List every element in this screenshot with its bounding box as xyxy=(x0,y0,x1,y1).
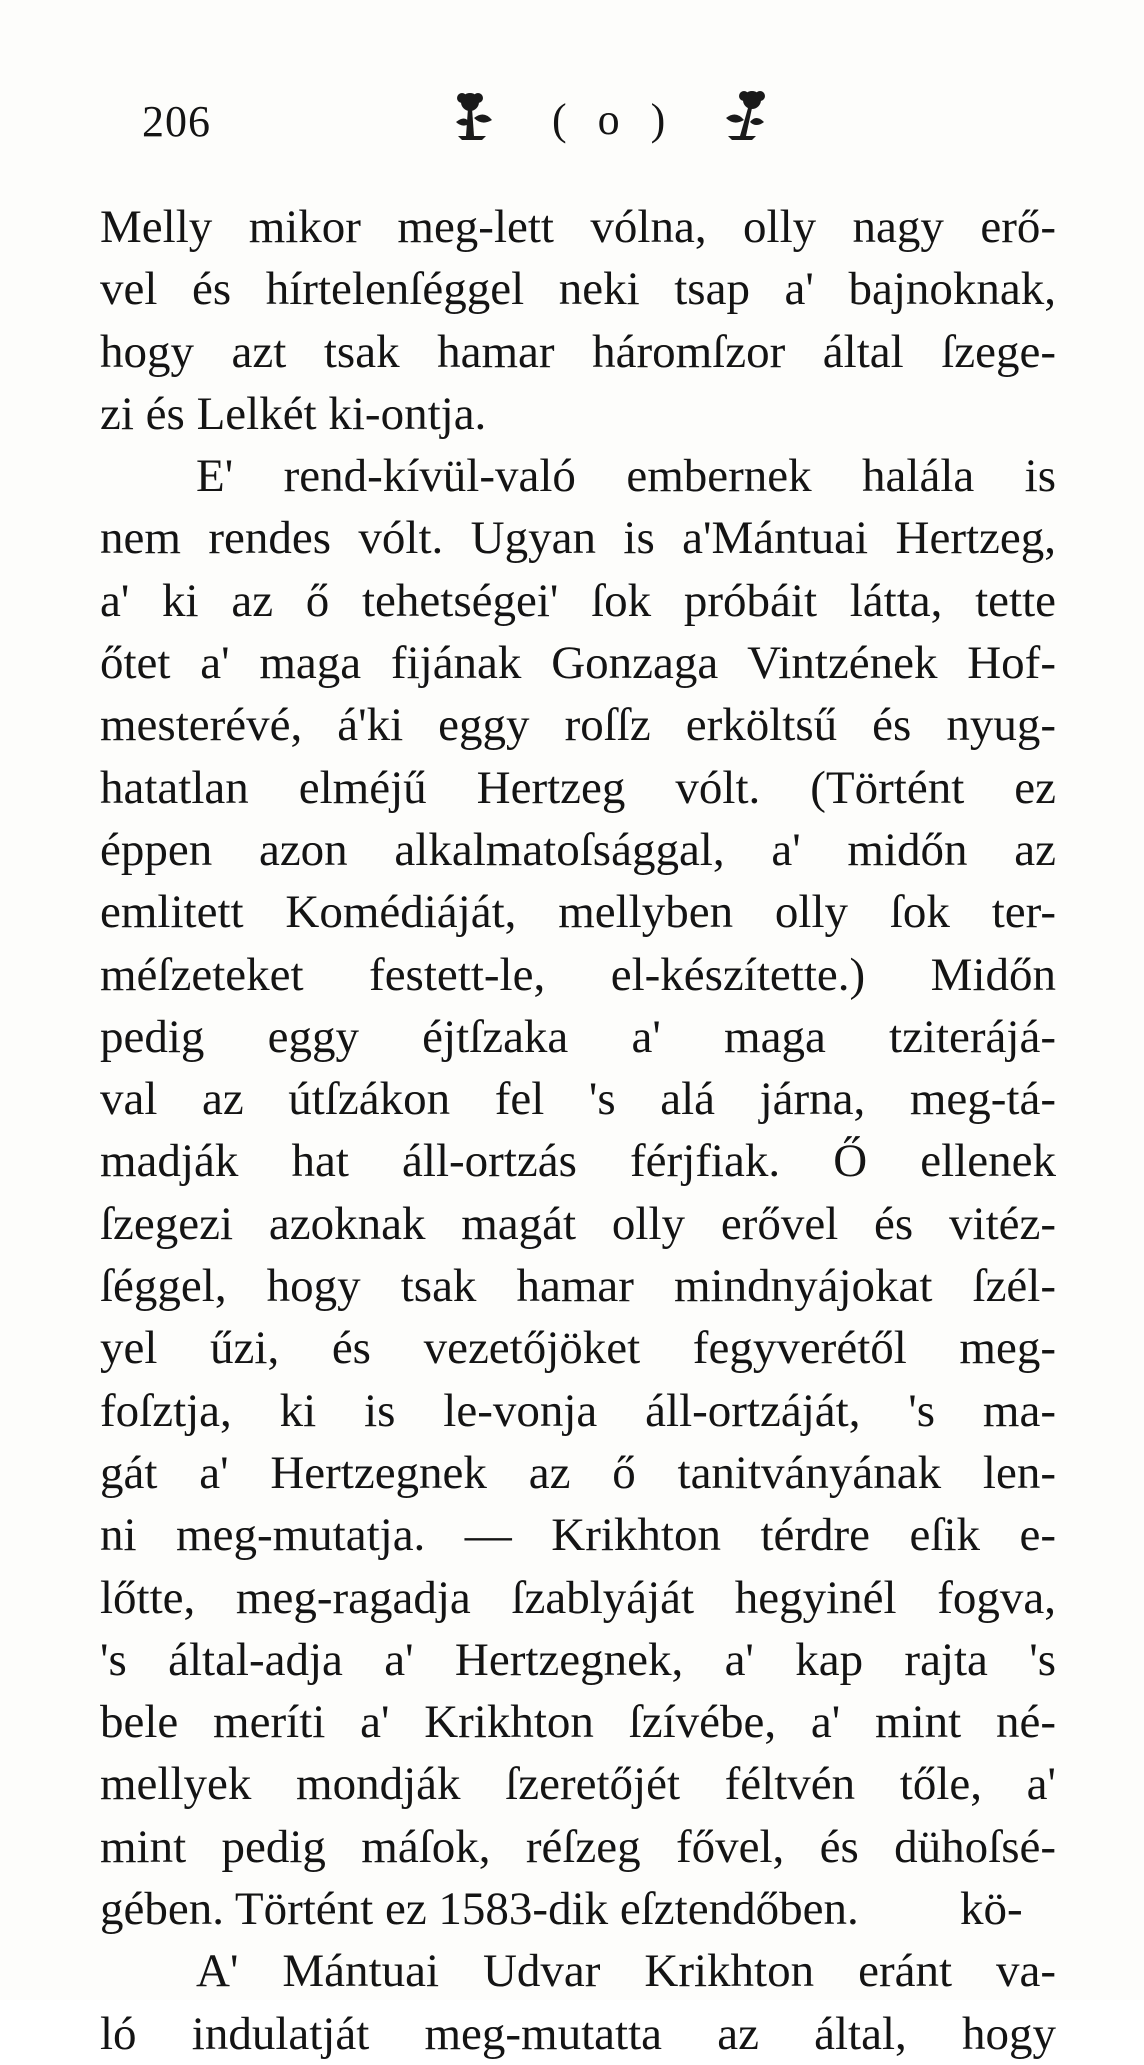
text-line: ni meg-mutatja. — Krikhton térdre eſik e- xyxy=(100,1509,1056,1562)
text-line: pedig eggy éjtſzaka a' maga tziterájá- xyxy=(100,1010,1056,1063)
running-head-mark: ( o ) xyxy=(552,95,676,144)
text-line: méſzeteket festett-le, el-készítette.) Midőn xyxy=(100,948,1056,1001)
text-line: E' rend-kívül-való embernek halála is xyxy=(196,450,1056,503)
text-line: gát a' Hertzegnek az ő tanitványának len- xyxy=(100,1446,1056,1499)
body-text xyxy=(100,196,1056,2065)
text-line: yel űzi, és vezetőjöket fegyverétől meg- xyxy=(100,1322,1056,1375)
text-line: a' ki az ő tehetségei' ſok próbáit látta, tette xyxy=(100,574,1056,627)
text-line: bele meríti a' Krikhton ſzívébe, a' mint né- xyxy=(100,1696,1056,1749)
text-line: 's által-adja a' Hertzegnek, a' kap rajta 's xyxy=(100,1633,1056,1686)
running-head xyxy=(100,88,820,158)
text-line: foſztja, ki is le-vonja áll-ortzáját, 's ma- xyxy=(100,1384,1056,1437)
page-number: 206 xyxy=(142,97,211,146)
text-line: val az útſzákon fel 's alá járna, meg-tá- xyxy=(100,1073,1056,1126)
text-line: mellyek mondják ſzeretőjét féltvén tőle, a' xyxy=(100,1758,1056,1811)
text-line: emlitett Komédiáját, mellyben olly ſok ter- xyxy=(100,886,1056,939)
text-line: lőtte, meg-ragadja ſzablyáját hegyinél fogva, xyxy=(100,1571,1056,1624)
text-line: ſzegezi azoknak magát olly erővel és vitéz- xyxy=(100,1197,1056,1250)
text-line: A' Mántuai Udvar Krikhton eránt va- xyxy=(196,1945,1056,1998)
text-line: mesterévé, á'ki eggy roſſz erköltsű és nyug- xyxy=(100,699,1056,752)
text-line: hatatlan elméjű Hertzeg vólt. (Történt ez xyxy=(100,761,1056,814)
text-line: nem rendes vólt. Ugyan is a'Mántuai Hertzeg, xyxy=(100,512,1056,565)
text-line: éppen azon alkalmatoſsággal, a' midőn az xyxy=(100,823,1056,876)
text-line: őtet a' maga fijának Gonzaga Vintzének Hof- xyxy=(100,637,1056,690)
text-line: hogy azt tsak hamar háromſzor által ſzege- xyxy=(100,325,1056,378)
text-line: ſéggel, hogy tsak hamar mindnyájokat ſzél- xyxy=(100,1260,1056,1313)
text-line: mint pedig máſok, réſzeg fővel, és dühoſsé- xyxy=(100,1820,1056,1873)
text-line: vel és hírtelenſéggel neki tsap a' bajnoknak, xyxy=(100,263,1056,316)
text-line: gében. Történt ez 1583-dik eſztendőben. xyxy=(100,1883,859,1936)
text-line: ló indulatját meg-mutatta az által, hogy xyxy=(100,2007,1056,2060)
text-line: Melly mikor meg-lett vólna, olly nagy erő- xyxy=(100,201,1056,253)
floral-ornament-left-icon xyxy=(448,88,496,142)
catchword: kö- xyxy=(960,1883,1023,1935)
floral-ornament-right-icon xyxy=(722,88,770,142)
text-line: zi és Lelkét ki-ontja. xyxy=(100,387,487,440)
text-line: madják hat áll-ortzás férjfiak. Ő ellenek xyxy=(100,1135,1056,1188)
